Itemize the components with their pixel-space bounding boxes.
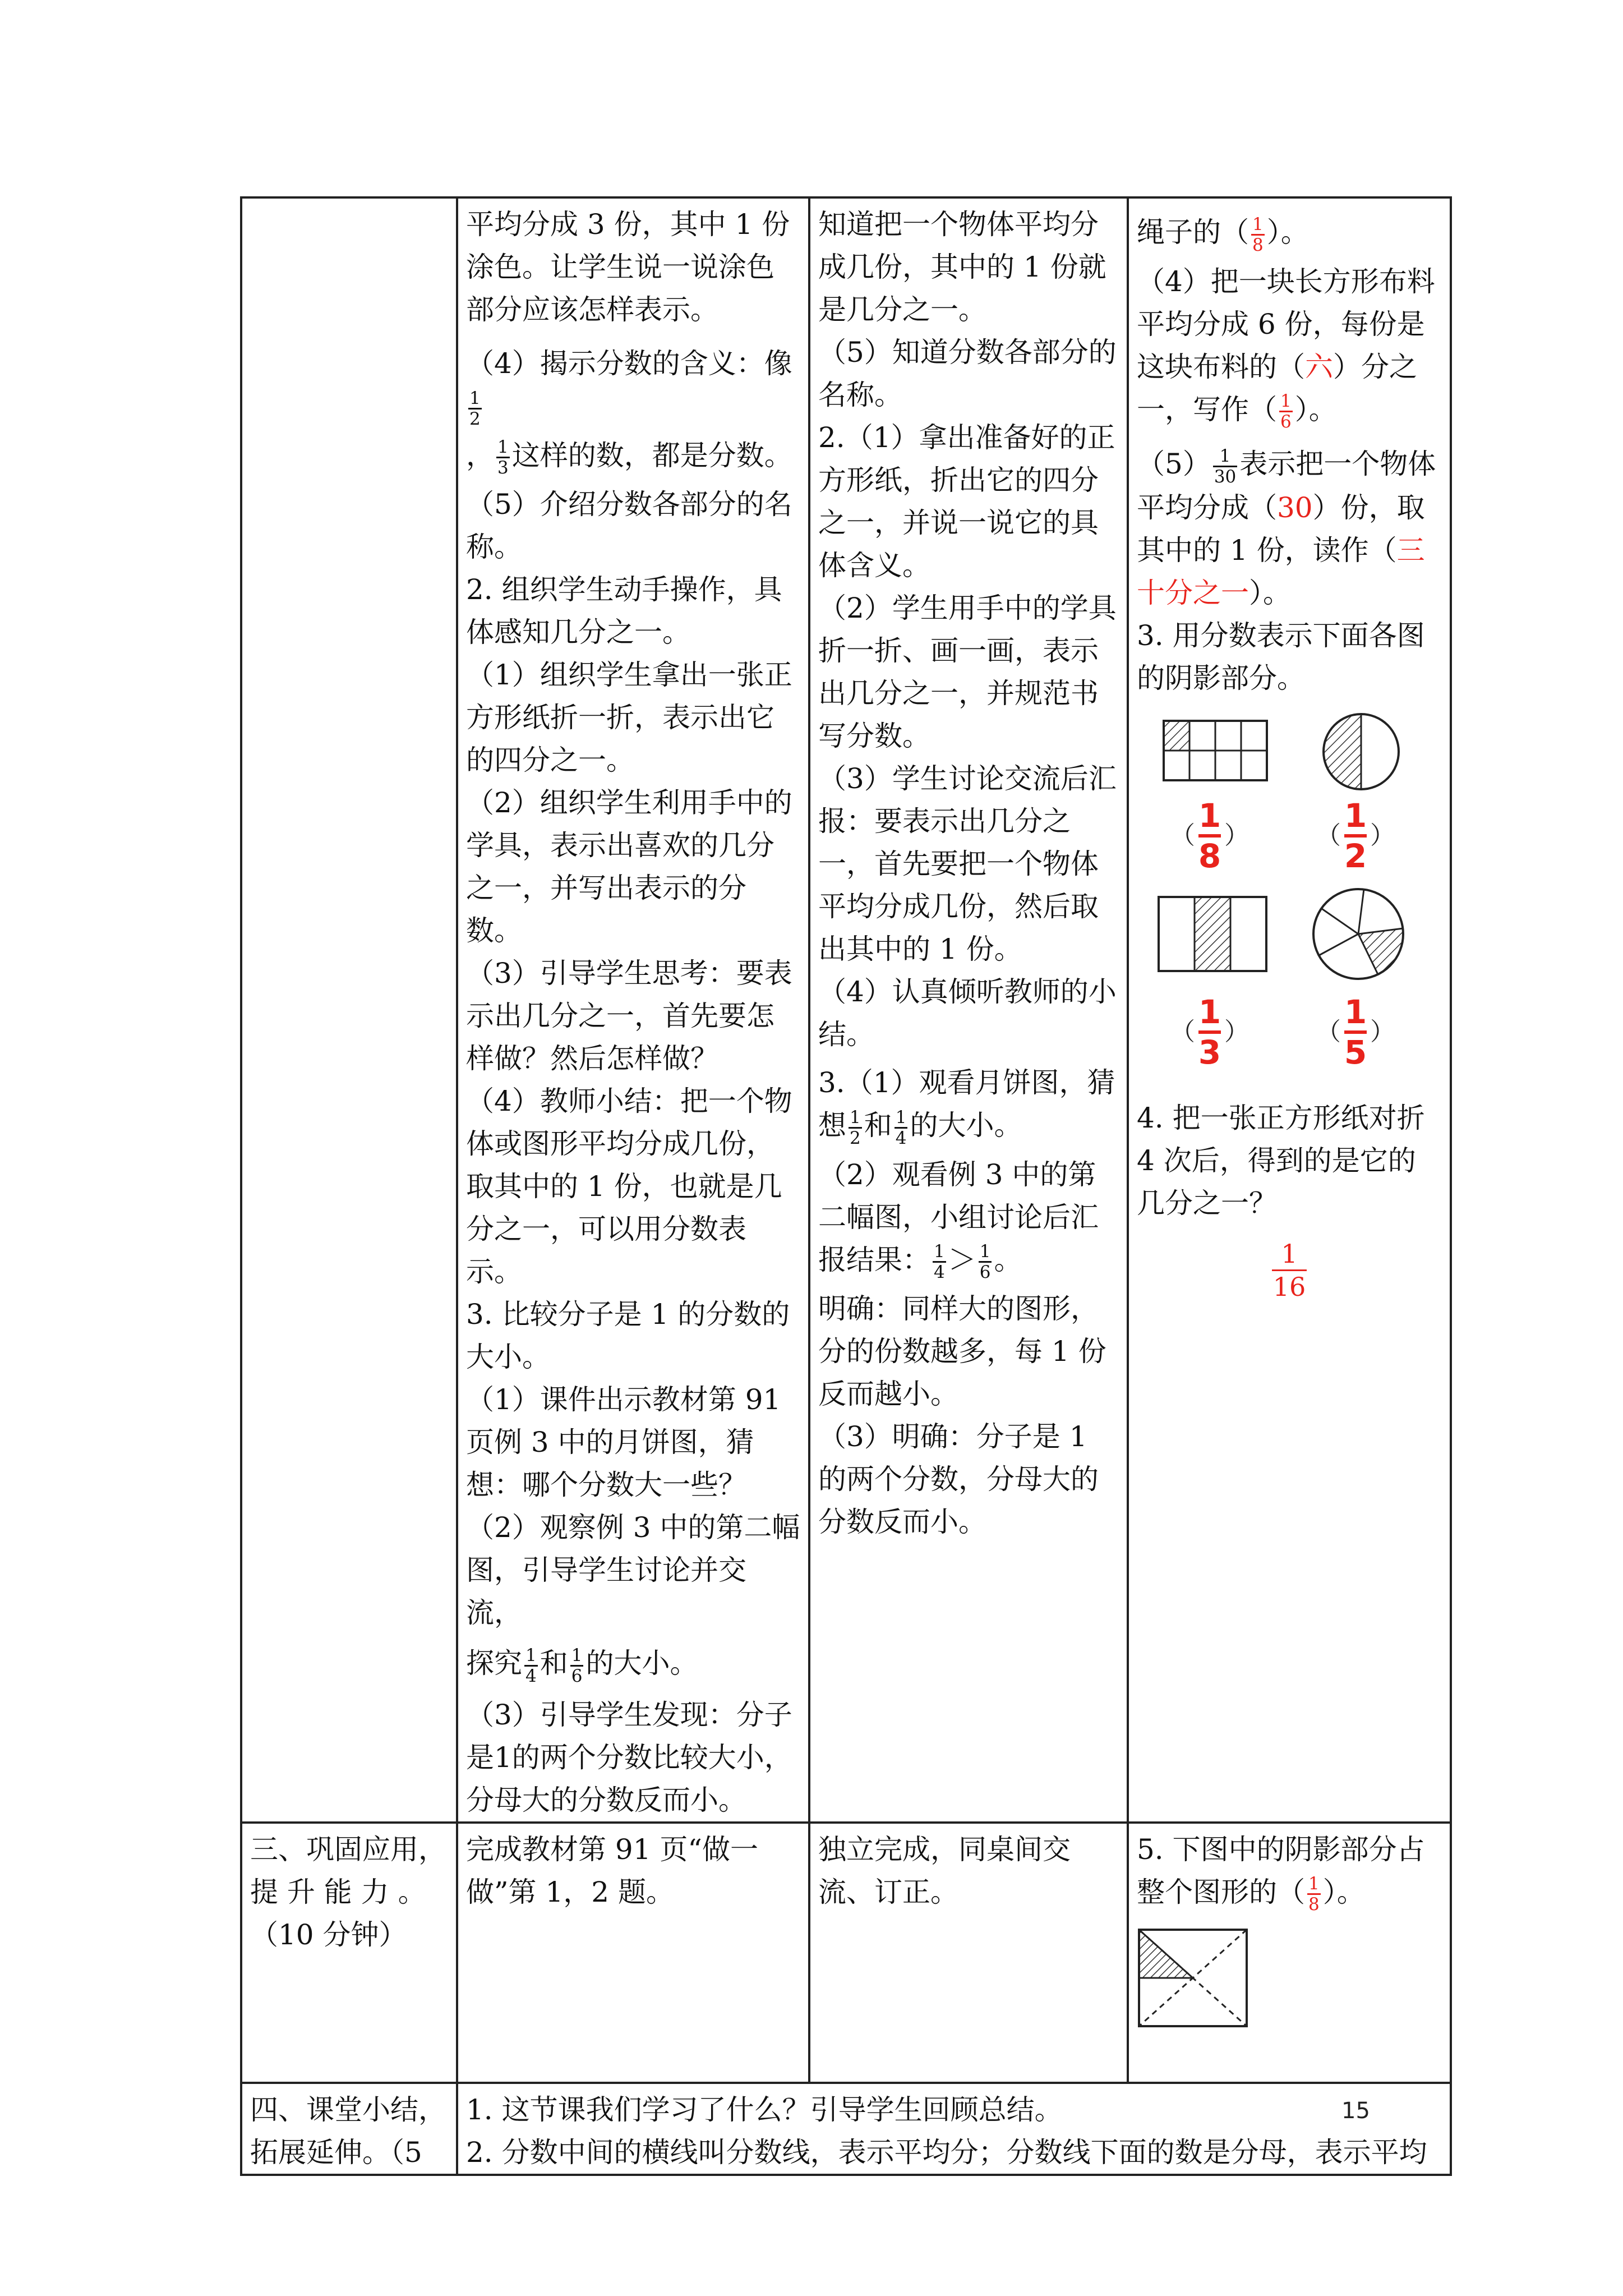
- text-line: （2）学生用手中的学具折一折、画一画，表示出几分之一，并规范书写分数。: [818, 592, 1117, 752]
- text-line: 知道把一个物体平均分成几份，其中的 1 份就是几分之一。: [818, 208, 1106, 326]
- text-line: 3. 比较分子是 1 的分数的大小。: [466, 1298, 790, 1373]
- teacher-activity-cell: 完成教材第 91 页“做一做”第 1，2 题。: [457, 1823, 809, 2083]
- text-line: 明确：同样大的图形，分的份数越多，每 1 份反而越小。: [818, 1292, 1106, 1410]
- text-line: （4）认真倾听教师的小结。: [818, 976, 1117, 1051]
- text-fragment: ）。: [1249, 576, 1291, 609]
- rectangle-thirds-figure: [1156, 895, 1269, 973]
- student-activity-cell: 独立完成，同桌间交流、订正。: [809, 1823, 1128, 2083]
- compare-line: [466, 1642, 800, 1686]
- guess-line: [818, 1061, 1119, 1148]
- answer-line-rope: [1137, 211, 1442, 255]
- text-fragment: 表示把一个物体平均分成（: [1137, 448, 1436, 524]
- answer-fraction-1-5: $\frac{1}{5}$: [1344, 992, 1367, 1071]
- answer-fraction-1-3: $\frac{1}{3}$: [1198, 992, 1221, 1071]
- square-eighth-figure: [1137, 1927, 1249, 2028]
- grid-figure-eighths: [1162, 719, 1269, 784]
- answer-row-2: [1137, 984, 1428, 1080]
- answer-slot: （ $\frac{1}{2}$ ）: [1316, 796, 1395, 875]
- summary-line-1: 1. 这节课我们学习了什么？引导学生回顾总结。: [466, 2093, 1063, 2126]
- result-line: [818, 1153, 1119, 1282]
- answer-fraction-1-2: $\frac{1}{2}$: [1344, 796, 1367, 875]
- stage-cell: 四、课堂小结，拓展延伸。（5: [241, 2083, 457, 2175]
- text-line: （3）引导学生发现：分子是1的两个分数比较大小，分母大的分数反而小。: [466, 1698, 792, 1816]
- text-fragment: 的大小。: [910, 1109, 1022, 1142]
- text-fragment: （5）: [1137, 448, 1211, 480]
- fold-question: 4. 把一张正方形纸对折 4 次后，得到的是它的几分之一？: [1137, 1101, 1425, 1220]
- text-line: （3）学生讨论交流后汇报：要表示出几分之一，首先要把一个物体平均分成几份，然后取出其中的 1 份。: [818, 762, 1117, 965]
- text-line: （3）引导学生思考：要表示出几分之一，首先要怎样做？然后怎样做？: [466, 957, 792, 1075]
- student-activity-cell: [809, 197, 1128, 1823]
- circle-fifths-figure: [1308, 884, 1409, 984]
- text-fragment: 和: [540, 1647, 568, 1680]
- exercise-cell: [1128, 197, 1451, 1823]
- fold-answer: [1137, 1238, 1442, 1303]
- answer-fraction-1-8: $\frac{1}{8}$: [1198, 796, 1221, 875]
- fraction-1-2: $\frac{1}{2}$: [850, 1107, 861, 1148]
- shaded-part-question: [1137, 1828, 1442, 1915]
- fraction-1-2: $\frac{1}{2}$: [469, 388, 481, 429]
- teacher-activity-cell: [457, 197, 809, 1823]
- answer-slot: （ $\frac{1}{3}$ ）: [1170, 992, 1249, 1071]
- text-fragment: 的大小。: [585, 1647, 698, 1680]
- answer-slot: （ $\frac{1}{8}$ ）: [1170, 796, 1249, 875]
- text-line: 平均分成 3 份，其中 1 份涂色。让学生说一说涂色部分应该怎样表示。: [466, 208, 790, 326]
- thirtieth-question: [1137, 443, 1442, 614]
- fraction-1-4: $\frac{1}{4}$: [934, 1241, 945, 1282]
- answer-fraction-1-6: $\frac{1}{6}$: [1280, 391, 1292, 432]
- text-fragment: （4）把一块长方形布料平均分成 6 份，每份是这块布料的（: [1137, 265, 1435, 383]
- answer-fraction-1-8: $\frac{1}{8}$: [1252, 214, 1264, 255]
- text-line: （5）知道分数各部分的名称。: [818, 336, 1117, 411]
- text-line: （2）组织学生利用手中的学具，表示出喜欢的几分之一，并写出表示的分数。: [466, 786, 792, 947]
- text-fragment: 这样的数，都是分数。: [511, 439, 792, 472]
- text-fragment: 和: [864, 1109, 892, 1142]
- text-fragment: ，: [466, 439, 494, 472]
- figure-row-1: [1137, 710, 1428, 794]
- half-circle-figure: [1319, 710, 1403, 794]
- answer-fraction-1-8: $\frac{1}{8}$: [1308, 1874, 1320, 1915]
- fraction-1-4: $\frac{1}{4}$: [895, 1107, 907, 1148]
- answer-text: 六: [1305, 350, 1333, 383]
- lesson-plan-table: [240, 196, 1452, 2176]
- stage-cell: 三、巩固应用，提 升 能 力 。（10 分钟）: [241, 1823, 457, 2083]
- cloth-question: [1137, 260, 1442, 432]
- text-line: （5）介绍分数各部分的名称。: [466, 488, 792, 563]
- text-fragment: 探究: [466, 1647, 522, 1680]
- text-line: （1）课件出示教材第 91 页例 3 中的月饼图，猜想：哪个分数大一些？: [466, 1383, 781, 1501]
- answer-fraction-1-16: $\frac{1}{16}$: [1272, 1238, 1306, 1302]
- fraction-meaning-line-2: [466, 434, 800, 478]
- text-line: 2. 组织学生动手操作，具体感知几分之一。: [466, 573, 782, 648]
- text-fragment: 绳子的（: [1137, 216, 1249, 249]
- page-number: 15: [1341, 2098, 1370, 2124]
- text-fragment: ）。: [1322, 1875, 1365, 1908]
- text-fragment: ）分之一，写作（: [1137, 350, 1417, 426]
- shaded-question: 3. 用分数表示下面各图的阴影部分。: [1137, 619, 1425, 694]
- text-line: （2）观察例 3 中的第二幅图，引导学生讨论并交流，: [466, 1511, 800, 1629]
- text-fragment: ）份，取其中的 1 份，读作（: [1137, 491, 1425, 567]
- stage-cell-empty: [241, 197, 457, 1823]
- fraction-meaning-line: [466, 342, 800, 429]
- text-line: （1）组织学生拿出一张正方形纸折一折，表示出它的四分之一。: [466, 659, 792, 776]
- answer-row-1: [1137, 794, 1428, 878]
- text-fragment: 3.（1）观看月饼图，猜想: [818, 1066, 1115, 1142]
- text-line: 2.（1）拿出准备好的正方形纸，折出它的四分之一，并说一说它的具体含义。: [818, 421, 1115, 582]
- exercise-cell: [1128, 1823, 1451, 2083]
- summary-line-2: 2. 分数中间的横线叫分数线，表示平均分；分数线下面的数是分母，表示平均: [466, 2136, 1427, 2169]
- text-fragment: （4）揭示分数的含义：像: [466, 347, 792, 380]
- greater-than-sign: ＞: [948, 1243, 976, 1276]
- text-fragment: ）。: [1294, 393, 1337, 426]
- fraction-1-6: $\frac{1}{6}$: [979, 1241, 991, 1282]
- fraction-1-3: $\frac{1}{3}$: [497, 437, 509, 478]
- table-row-apply: [241, 1823, 1451, 2083]
- text-fragment: ）。: [1266, 216, 1309, 249]
- answer-text: 三十分之一: [1137, 533, 1425, 609]
- fraction-1-6: $\frac{1}{6}$: [571, 1645, 583, 1686]
- text-fragment: （2）观看例 3 中的第二幅图，小组讨论后汇报结果：: [818, 1158, 1099, 1276]
- fraction-1-4: $\frac{1}{4}$: [525, 1645, 537, 1686]
- text-line: （3）明确：分子是 1 的两个分数，分母大的分数反而小。: [818, 1420, 1099, 1538]
- text-fragment: 。: [994, 1243, 1022, 1276]
- answer-text: 30: [1277, 491, 1313, 524]
- summary-cell: [457, 2083, 1451, 2175]
- table-row-main: [241, 197, 1451, 1823]
- answer-slot: （ $\frac{1}{5}$ ）: [1316, 992, 1395, 1071]
- figure-row-2: [1137, 884, 1428, 984]
- text-fragment: 5. 下图中的阴影部分占整个图形的（: [1137, 1833, 1425, 1908]
- fraction-1-30: $\frac{1}{30}$: [1214, 445, 1237, 487]
- text-line: （4）教师小结：把一个物体或图形平均分成几份，取其中的 1 份，也就是几分之一，可以用分数表示。: [466, 1085, 792, 1288]
- table-row-summary: [241, 2083, 1451, 2175]
